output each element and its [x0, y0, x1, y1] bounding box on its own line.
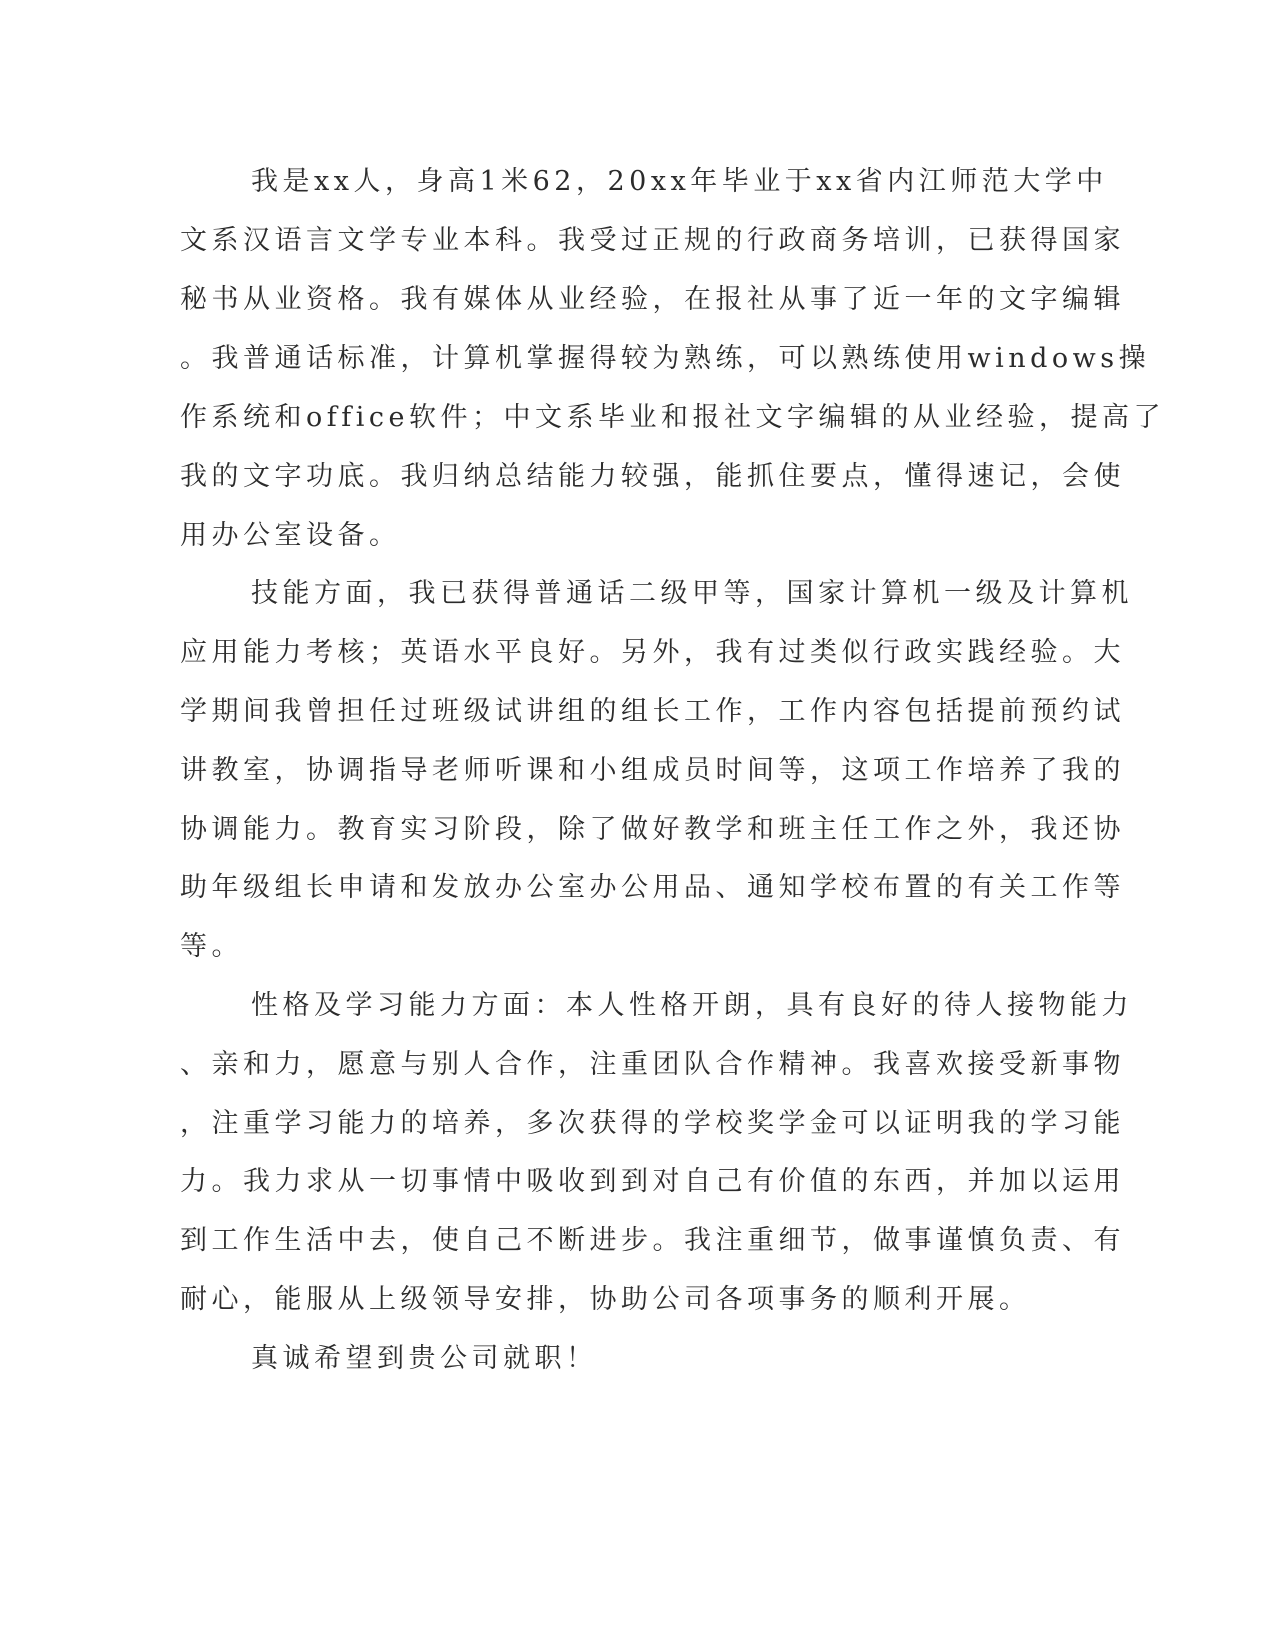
paragraph-3-line-3: ，注重学习能力的培养，多次获得的学校奖学金可以证明我的学习能 [180, 1108, 1125, 1139]
paragraph-3-line-5: 到工作生活中去，使自己不断进步。我注重细节，做事谨慎负责、有 [180, 1225, 1125, 1256]
paragraph-4-line-1: 真诚希望到贵公司就职！ [251, 1343, 598, 1374]
paragraph-2-line-1: 技能方面，我已获得普通话二级甲等，国家计算机一级及计算机 [251, 578, 1133, 609]
paragraph-1-line-6: 我的文字功底。我归纳总结能力较强，能抓住要点，懂得速记，会使 [180, 461, 1125, 492]
paragraph-2-line-6: 助年级组长申请和发放办公室办公用品、通知学校布置的有关工作等 [180, 872, 1125, 903]
paragraph-2-line-7: 等。 [180, 931, 243, 962]
paragraph-3-line-2: 、亲和力，愿意与别人合作，注重团队合作精神。我喜欢接受新事物 [180, 1049, 1125, 1080]
paragraph-2-line-5: 协调能力。教育实习阶段，除了做好教学和班主任工作之外，我还协 [180, 814, 1125, 845]
paragraph-2-line-3: 学期间我曾担任过班级试讲组的组长工作，工作内容包括提前预约试 [180, 696, 1125, 727]
paragraph-1-line-2: 文系汉语言文学专业本科。我受过正规的行政商务培训，已获得国家 [180, 225, 1125, 256]
paragraph-1-line-1: 我是xx人，身高1米62，20xx年毕业于xx省内江师范大学中 [251, 166, 1108, 197]
paragraph-1-line-4: 。我普通话标准，计算机掌握得较为熟练，可以熟练使用windows操 [180, 343, 1151, 374]
paragraph-1-line-5: 作系统和office软件；中文系毕业和报社文字编辑的从业经验，提高了 [180, 402, 1165, 433]
paragraph-1-line-7: 用办公室设备。 [180, 520, 401, 551]
paragraph-3-line-6: 耐心，能服从上级领导安排，协助公司各项事务的顺利开展。 [180, 1284, 1031, 1315]
paragraph-1-line-3: 秘书从业资格。我有媒体从业经验，在报社从事了近一年的文字编辑 [180, 284, 1125, 315]
paragraph-3-line-1: 性格及学习能力方面：本人性格开朗，具有良好的待人接物能力 [251, 990, 1133, 1021]
paragraph-2-line-2: 应用能力考核；英语水平良好。另外，我有过类似行政实践经验。大 [180, 637, 1125, 668]
paragraph-3-line-4: 力。我力求从一切事情中吸收到到对自己有价值的东西，并加以运用 [180, 1166, 1125, 1197]
paragraph-2-line-4: 讲教室，协调指导老师听课和小组成员时间等，这项工作培养了我的 [180, 755, 1125, 786]
